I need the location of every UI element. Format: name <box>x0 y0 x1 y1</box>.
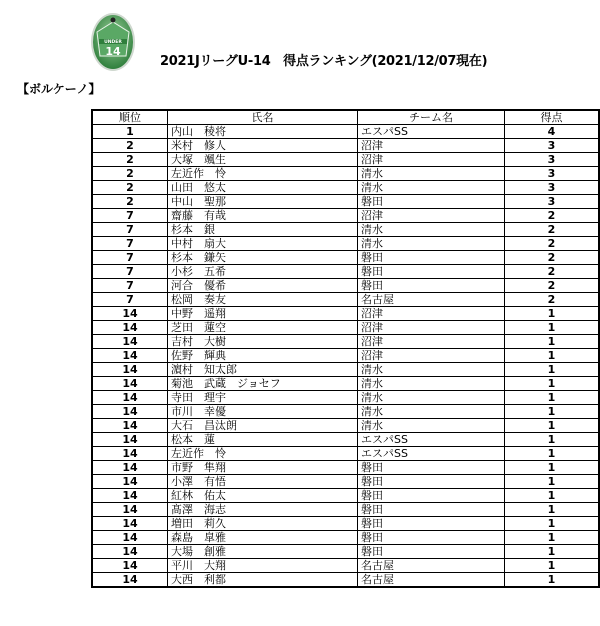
ranking-table-body <box>92 125 599 588</box>
team-cell: 沼津 <box>358 335 505 349</box>
table-row <box>92 167 599 181</box>
rank-cell: 7 <box>92 293 168 307</box>
team-cell: エスパSS <box>358 447 505 461</box>
rank-cell: 14 <box>92 419 168 433</box>
team-cell: 清水 <box>358 181 505 195</box>
points-cell: 1 <box>505 363 600 377</box>
name-cell: 吉村 大樹 <box>168 335 358 349</box>
rank-cell: 14 <box>92 391 168 405</box>
name-cell: 大石 昌汰朗 <box>168 419 358 433</box>
name-cell: 河合 優希 <box>168 279 358 293</box>
rank-cell: 14 <box>92 461 168 475</box>
points-cell: 1 <box>505 531 600 545</box>
table-row <box>92 391 599 405</box>
rank-cell: 14 <box>92 559 168 573</box>
points-cell: 1 <box>505 573 600 588</box>
table-row <box>92 335 599 349</box>
rank-cell: 14 <box>92 545 168 559</box>
rank-cell: 14 <box>92 447 168 461</box>
team-cell: エスパSS <box>358 433 505 447</box>
team-cell: 沼津 <box>358 321 505 335</box>
team-cell: 磐田 <box>358 531 505 545</box>
team-cell: 沼津 <box>358 209 505 223</box>
team-cell: 磐田 <box>358 251 505 265</box>
table-header-row <box>92 110 599 125</box>
team-cell: 沼津 <box>358 307 505 321</box>
name-cell: 齋藤 有哉 <box>168 209 358 223</box>
rank-cell: 14 <box>92 405 168 419</box>
points-cell: 1 <box>505 559 600 573</box>
name-cell: 森島 皐雅 <box>168 531 358 545</box>
rank-cell: 14 <box>92 377 168 391</box>
rank-cell: 14 <box>92 531 168 545</box>
name-cell: 濵村 知太郎 <box>168 363 358 377</box>
table-row <box>92 279 599 293</box>
points-cell: 1 <box>505 419 600 433</box>
table-row <box>92 461 599 475</box>
points-cell: 1 <box>505 349 600 363</box>
points-cell: 1 <box>505 489 600 503</box>
points-cell: 1 <box>505 433 600 447</box>
name-cell: 小杉 五希 <box>168 265 358 279</box>
points-cell: 2 <box>505 279 600 293</box>
team-cell: 沼津 <box>358 153 505 167</box>
team-label: 【ボルケーノ】 <box>17 82 101 96</box>
points-cell: 1 <box>505 321 600 335</box>
points-cell: 1 <box>505 335 600 349</box>
name-cell: 小澤 有悟 <box>168 475 358 489</box>
name-cell: 髙澤 海志 <box>168 503 358 517</box>
name-cell: 紅林 佑太 <box>168 489 358 503</box>
table-row <box>92 251 599 265</box>
name-cell: 左近作 怜 <box>168 167 358 181</box>
name-cell: 内山 稜将 <box>168 125 358 139</box>
team-cell: 磐田 <box>358 195 505 209</box>
name-cell: 芝田 蓮空 <box>168 321 358 335</box>
team-cell: 沼津 <box>358 349 505 363</box>
rank-cell: 2 <box>92 181 168 195</box>
column-header-team: チーム名 <box>358 110 505 125</box>
points-cell: 1 <box>505 475 600 489</box>
rank-cell: 14 <box>92 433 168 447</box>
points-cell: 3 <box>505 139 600 153</box>
page-title: 2021JリーグU-14 得点ランキング(2021/12/07現在) <box>160 54 488 69</box>
team-cell: 清水 <box>358 419 505 433</box>
table-row <box>92 321 599 335</box>
points-cell: 1 <box>505 545 600 559</box>
rank-cell: 7 <box>92 251 168 265</box>
points-cell: 1 <box>505 447 600 461</box>
name-cell: 佐野 輝典 <box>168 349 358 363</box>
name-cell: 増田 莉久 <box>168 517 358 531</box>
table-row <box>92 153 599 167</box>
team-cell: 名古屋 <box>358 293 505 307</box>
table-row <box>92 517 599 531</box>
table-row <box>92 405 599 419</box>
team-cell: 磐田 <box>358 475 505 489</box>
team-cell: 名古屋 <box>358 573 505 588</box>
rank-cell: 14 <box>92 475 168 489</box>
table-row <box>92 573 599 588</box>
rank-cell: 14 <box>92 349 168 363</box>
points-cell: 1 <box>505 405 600 419</box>
league-logo <box>90 12 136 72</box>
table-row <box>92 363 599 377</box>
rank-cell: 14 <box>92 517 168 531</box>
team-cell: 名古屋 <box>358 559 505 573</box>
rank-cell: 14 <box>92 503 168 517</box>
rank-cell: 14 <box>92 321 168 335</box>
points-cell: 1 <box>505 377 600 391</box>
name-cell: 中野 遥翔 <box>168 307 358 321</box>
rank-cell: 2 <box>92 195 168 209</box>
table-row <box>92 377 599 391</box>
rank-cell: 7 <box>92 279 168 293</box>
team-cell: 磐田 <box>358 545 505 559</box>
points-cell: 2 <box>505 237 600 251</box>
name-cell: 中山 聖那 <box>168 195 358 209</box>
rank-cell: 14 <box>92 307 168 321</box>
rank-cell: 7 <box>92 265 168 279</box>
team-cell: エスパSS <box>358 125 505 139</box>
rank-cell: 14 <box>92 335 168 349</box>
column-header-rank: 順位 <box>92 110 168 125</box>
table-row <box>92 545 599 559</box>
rank-cell: 2 <box>92 153 168 167</box>
svg-text:UNDER: UNDER <box>104 40 122 45</box>
team-cell: 清水 <box>358 167 505 181</box>
rank-cell: 7 <box>92 209 168 223</box>
name-cell: 松本 蓮 <box>168 433 358 447</box>
rank-cell: 14 <box>92 489 168 503</box>
table-row <box>92 181 599 195</box>
points-cell: 1 <box>505 503 600 517</box>
rank-cell: 2 <box>92 139 168 153</box>
name-cell: 米村 修人 <box>168 139 358 153</box>
team-cell: 清水 <box>358 237 505 251</box>
table-row <box>92 419 599 433</box>
table-row <box>92 223 599 237</box>
points-cell: 2 <box>505 265 600 279</box>
table-row <box>92 503 599 517</box>
team-cell: 磐田 <box>358 265 505 279</box>
svg-text:14: 14 <box>105 45 121 58</box>
name-cell: 大塚 颯生 <box>168 153 358 167</box>
points-cell: 1 <box>505 517 600 531</box>
name-cell: 菊池 武蔵 ジョセフ <box>168 377 358 391</box>
team-cell: 磐田 <box>358 489 505 503</box>
name-cell: 市野 隼翔 <box>168 461 358 475</box>
table-row <box>92 307 599 321</box>
name-cell: 杉本 鎌矢 <box>168 251 358 265</box>
points-cell: 1 <box>505 307 600 321</box>
points-cell: 1 <box>505 391 600 405</box>
table-row <box>92 489 599 503</box>
table-row <box>92 139 599 153</box>
team-cell: 清水 <box>358 405 505 419</box>
points-cell: 4 <box>505 125 600 139</box>
name-cell: 左近作 怜 <box>168 447 358 461</box>
points-cell: 3 <box>505 195 600 209</box>
rank-cell: 7 <box>92 223 168 237</box>
points-cell: 1 <box>505 461 600 475</box>
table-row <box>92 475 599 489</box>
table-row <box>92 447 599 461</box>
name-cell: 市川 幸優 <box>168 405 358 419</box>
team-cell: 磐田 <box>358 461 505 475</box>
team-cell: 清水 <box>358 377 505 391</box>
table-row <box>92 293 599 307</box>
rank-cell: 14 <box>92 363 168 377</box>
table-row <box>92 125 599 139</box>
points-cell: 3 <box>505 153 600 167</box>
name-cell: 中村 扇大 <box>168 237 358 251</box>
team-cell: 磐田 <box>358 503 505 517</box>
points-cell: 2 <box>505 223 600 237</box>
team-cell: 清水 <box>358 363 505 377</box>
team-cell: 磐田 <box>358 517 505 531</box>
table-row <box>92 209 599 223</box>
ranking-table <box>91 109 600 588</box>
team-cell: 磐田 <box>358 279 505 293</box>
table-row <box>92 433 599 447</box>
rank-cell: 7 <box>92 237 168 251</box>
points-cell: 2 <box>505 293 600 307</box>
table-row <box>92 237 599 251</box>
table-row <box>92 531 599 545</box>
column-header-name: 氏名 <box>168 110 358 125</box>
rank-cell: 1 <box>92 125 168 139</box>
points-cell: 3 <box>505 181 600 195</box>
points-cell: 2 <box>505 251 600 265</box>
table-row <box>92 195 599 209</box>
points-cell: 3 <box>505 167 600 181</box>
name-cell: 大場 創雅 <box>168 545 358 559</box>
table-row <box>92 349 599 363</box>
rank-cell: 14 <box>92 573 168 588</box>
table-row <box>92 559 599 573</box>
team-cell: 沼津 <box>358 139 505 153</box>
name-cell: 平川 大翔 <box>168 559 358 573</box>
team-cell: 清水 <box>358 391 505 405</box>
name-cell: 杉本 銀 <box>168 223 358 237</box>
points-cell: 2 <box>505 209 600 223</box>
column-header-points: 得点 <box>505 110 600 125</box>
name-cell: 松岡 奏友 <box>168 293 358 307</box>
name-cell: 山田 悠太 <box>168 181 358 195</box>
under14-emblem-icon <box>90 12 136 72</box>
rank-cell: 2 <box>92 167 168 181</box>
name-cell: 大西 利都 <box>168 573 358 588</box>
table-row <box>92 265 599 279</box>
team-cell: 清水 <box>358 223 505 237</box>
name-cell: 寺田 理宇 <box>168 391 358 405</box>
